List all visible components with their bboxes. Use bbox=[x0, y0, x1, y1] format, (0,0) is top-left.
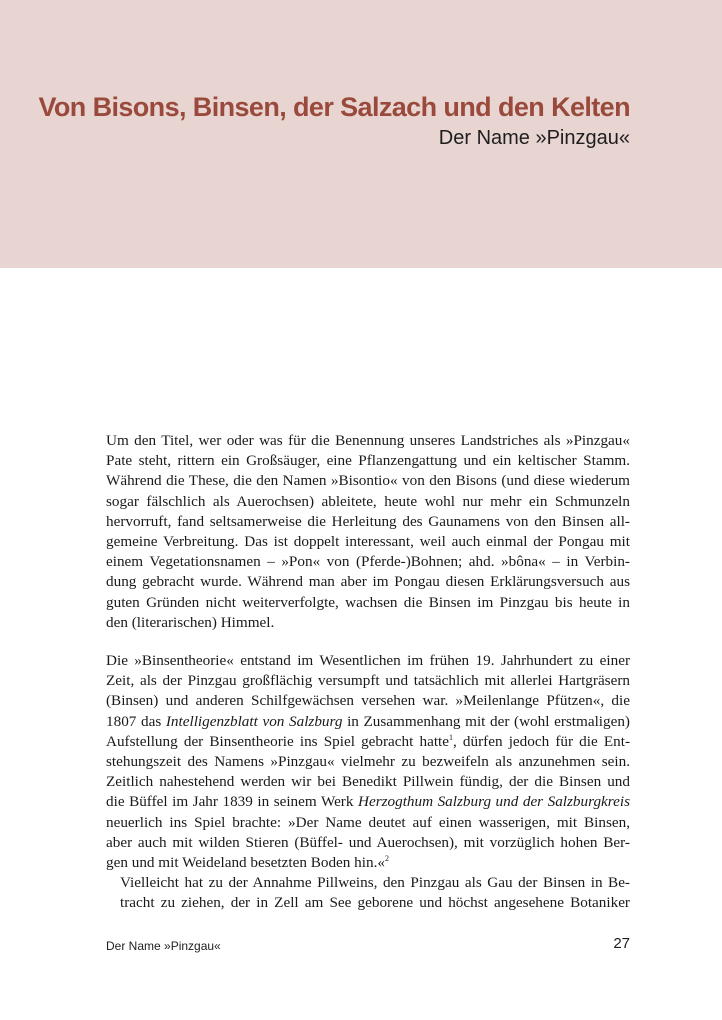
text-line: neuerlich ins Spiel brachte: »Der Name deutet auf einen wasserigen, mit Binsen, bbox=[106, 813, 630, 831]
text-run: in Zusammenhang mit der (wohl erstmaligen) bbox=[342, 712, 630, 730]
paragraph-1 bbox=[106, 431, 630, 633]
text-line: Zeitlich nahestehend werden wir bei Benedikt Pillwein fündig, der die Binsen und bbox=[106, 773, 630, 791]
text-line bbox=[106, 853, 630, 873]
work-title-intelligenzblatt: Intelligenzblatt von Salzburg bbox=[165, 712, 343, 730]
text-line bbox=[106, 732, 630, 752]
text-line: Vielleicht hat zu der Annahme Pillweins, den Pinzgau als Gau der Binsen in Be- bbox=[120, 874, 630, 892]
text-line: einem Vegetationsnamen – »Pon« von (Pferde-)Bohnen; ahd. »bôna« – in Verbin- bbox=[106, 553, 630, 571]
work-title-herzogthum: Herzogthum Salzburg und der Salzburgkreis bbox=[357, 793, 631, 811]
text-line bbox=[106, 792, 630, 812]
text-run: 1807 das bbox=[106, 712, 166, 730]
text-line: (Binsen) und anderen Schilfgewächsen versehen war. »Meilenlange Pfützen«, die bbox=[106, 692, 630, 710]
text-line: sogar fälschlich als Auerochsen) ableitete, heute wohl nur mehr ein Schmunzeln bbox=[106, 492, 630, 510]
footnote-ref-1: 1 bbox=[449, 732, 453, 742]
footnote-ref-2: 2 bbox=[384, 854, 389, 863]
text-line bbox=[106, 712, 630, 732]
page-number: 27 bbox=[613, 935, 630, 952]
text-line: Pate steht, rittern ein Großsäuger, eine Pflanzengattung und ein keltischer Stamm. bbox=[106, 452, 630, 470]
text-line: hervorruft, fand seltsamerweise die Herleitung des Gaunamens von den Binsen all- bbox=[106, 512, 630, 530]
text-line: Um den Titel, wer oder was für die Benennung unseres Landstriches als »Pinzgau« bbox=[106, 432, 630, 449]
text-line: gemeine Verbreitung. Das ist doppelt interessant, weil auch einmal der Pongau mit bbox=[106, 533, 630, 551]
chapter-subtitle: Der Name »Pinzgau« bbox=[438, 127, 630, 149]
text-line: Die »Binsentheorie« entstand im Wesentlichen im frühen 19. Jahrhundert zu einer bbox=[106, 652, 630, 670]
paragraph-2 bbox=[106, 651, 630, 873]
text-line: dung gebracht wurde. Während man aber im Pongau diesen Erklärungsversuch aus bbox=[106, 573, 630, 591]
text-line: guten Gründen nicht weiterverfolgte, wachsen die Binsen im Pinzgau bis heute in bbox=[106, 593, 630, 611]
text-run: die Büffel im Jahr 1839 in seinem Werk bbox=[106, 793, 358, 811]
body-text bbox=[106, 431, 630, 914]
text-line: den (literarischen) Himmel. bbox=[106, 613, 275, 631]
text-run: Aufstellung der Binsentheorie ins Spiel gebracht hatte bbox=[106, 732, 449, 750]
text-line: stehungszeit des Namens »Pinzgau« vielmehr zu bezweifeln als anzunehmen sein. bbox=[106, 753, 630, 771]
text-line: Während die These, die den Namen »Bisontio« von den Bisons (und diese wiederum bbox=[106, 472, 630, 490]
text-run: gen und mit Weideland besetzten Boden hin.« bbox=[106, 854, 385, 872]
text-run: , dürfen jedoch für die Ent- bbox=[453, 732, 630, 750]
chapter-title: Von Bisons, Binsen, der Salzach und den Kelten bbox=[38, 92, 630, 122]
paragraph-3 bbox=[106, 873, 630, 913]
text-line: aber auch mit wilden Stieren (Büffel- und Auerochsen), mit vorzüglich hohen Ber- bbox=[106, 833, 630, 851]
running-footer: Der Name »Pinzgau« bbox=[106, 939, 221, 953]
text-line: tracht zu ziehen, der in Zell am See geborene und höchst angesehene Botaniker bbox=[120, 894, 630, 912]
text-line: Zeit, als der Pinzgau großflächig versumpft und tatsächlich mit allerlei Hartgräsern bbox=[106, 672, 630, 690]
